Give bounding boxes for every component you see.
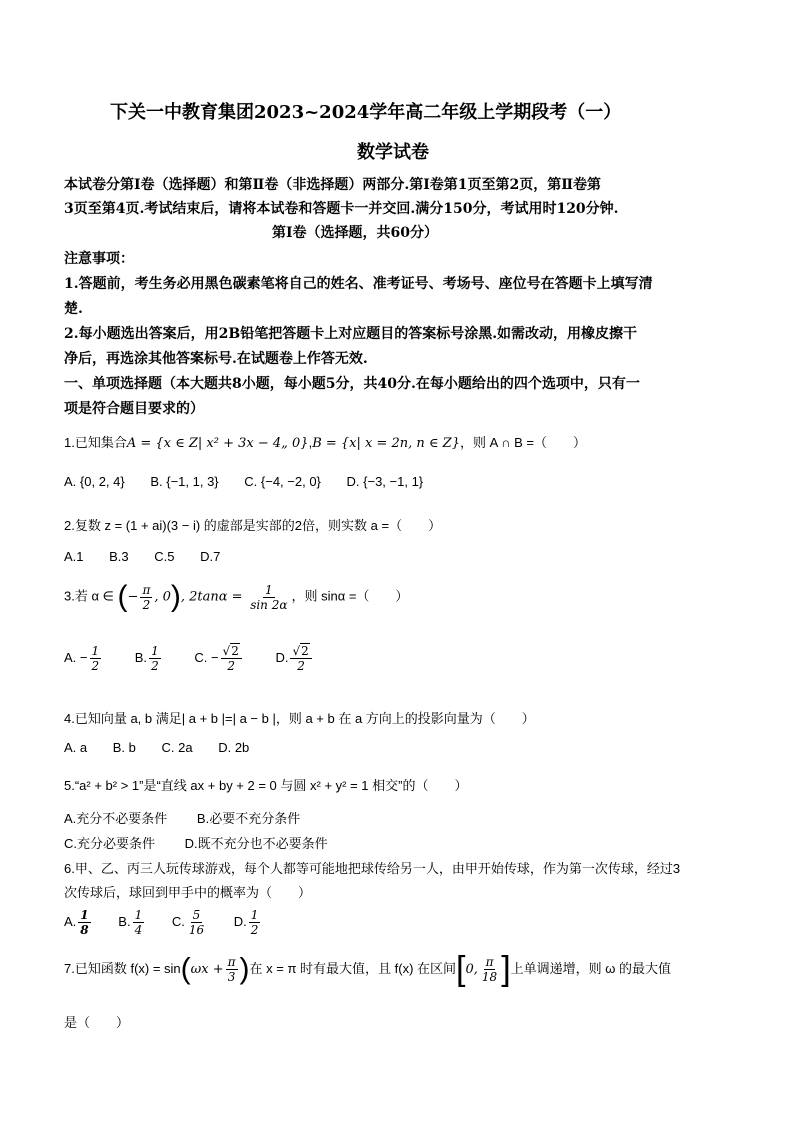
section-heading: 第Ⅰ卷（选择题，共60分）	[272, 225, 439, 241]
q3-option-c: C. − $\frac{√2}{2}$	[194, 650, 244, 665]
q4-option-b: B. b	[112, 740, 136, 755]
q3-left-paren: (	[117, 580, 128, 613]
q3-options	[64, 644, 314, 673]
exam-title: 下关一中教育集团2023~2024学年高二年级上学期段考（一）	[110, 102, 622, 123]
q3-option-b: B. $\frac{1}{2}$	[134, 644, 159, 673]
q7-right-paren: )	[239, 952, 250, 986]
q1-suffix: ，则 A ∩ B =（ ）	[460, 435, 587, 450]
q6-option-b: B. $\frac{1}{4}$	[118, 908, 143, 937]
note-1-line-1: 1.答题前，考生务必用黑色碳素笔将自己的姓名、准考证号、考场号、座位号在答题卡上填写清	[64, 276, 653, 292]
q1-set-b: B = {x| x = 2n, n ∈ Z}	[312, 436, 460, 451]
part1-heading-line-2: 项是符合题目要求的）	[64, 401, 204, 417]
q2-options	[64, 549, 242, 564]
intro-line-2: 3页至第4页.考试结束后，请将本试卷和答题卡一并交回.满分150分，考试用时120分钟.	[64, 201, 619, 217]
q7-pi-over-18: $\frac{\pi}{18}$	[481, 955, 498, 984]
q5-options-row-2	[64, 833, 328, 852]
q3-fraction: $\frac{1}{\sin 2\alpha}$	[250, 582, 288, 612]
q4-options	[64, 740, 271, 755]
q2-option-a: A.1	[64, 549, 84, 564]
q1-comma: ,	[308, 435, 313, 450]
q7-right-bracket: ]	[501, 950, 511, 988]
question-5: 5.“a² + b² > 1”是“直线 ax + by + 2 = 0 与圆 x² + y² = 1 相交”的（ ）	[64, 778, 468, 793]
question-4: 4.已知向量 a, b 满足| a + b |=| a − b |，则 a + b 在 a 方向上的投影向量为（ ）	[64, 711, 535, 726]
q6-option-a: A. $\frac{1}{8}$	[64, 908, 89, 937]
question-7	[64, 950, 671, 989]
question-2: 2.复数 z = (1 + ai)(3 − i) 的虚部是实部的2倍，则实数 a =（ ）	[64, 518, 442, 533]
question-1	[64, 432, 586, 451]
intro-line-1: 本试卷分第Ⅰ卷（选择题）和第Ⅱ卷（非选择题）两部分.第Ⅰ卷第1页至第2页，第Ⅱ卷第	[64, 177, 602, 193]
q3-interval-right: , 0	[154, 589, 171, 605]
exam-subtitle: 数学试卷	[357, 142, 429, 163]
q3-pi-over-2: $\frac{\pi}{2}$	[142, 582, 151, 612]
q6-option-c: C. $\frac{5}{16}$	[171, 908, 205, 937]
q5-option-d: D.既不充分也不必要条件	[184, 836, 328, 851]
q3-minus: −	[127, 589, 139, 605]
q1-option-b: B. {−1, 1, 3}	[150, 474, 219, 489]
note-2-line-1: 2.每小题选出答案后，用2B铅笔把答题卡上对应题目的答案标号涂黑.如需改动，用橡皮擦干	[64, 326, 638, 342]
q1-options	[64, 474, 445, 489]
note-1-line-2: 楚.	[64, 301, 83, 317]
part1-heading-line-1: 一、单项选择题（本大题共8小题，每小题5分，共40分.在每小题给出的四个选项中，只有一	[64, 376, 640, 392]
question-7-line-2: 是（ ）	[64, 1015, 130, 1030]
q5-option-c: C.充分必要条件	[64, 836, 156, 851]
q7-inner: ωx +	[190, 961, 224, 977]
q7-left-bracket: [	[456, 950, 466, 988]
q5-option-a: A.充分不必要条件	[64, 811, 168, 826]
q7-suffix: 上单调递增，则 ω 的最大值	[510, 960, 672, 976]
q6-option-d: D. $\frac{1}{2}$	[233, 908, 259, 937]
q7-mid: 在 x = π 时有最大值，且 f(x) 在区间	[249, 960, 457, 976]
q3-suffix: ，则 sinα =（ ）	[291, 588, 409, 604]
question-3	[64, 580, 408, 614]
q5-options-row-1	[64, 808, 300, 827]
note-2-line-2: 净后，再选涂其他答案标号.在试题卷上作答无效.	[64, 351, 368, 367]
q1-option-d: D. {−3, −1, 1}	[346, 474, 424, 489]
q2-option-c: C.5	[154, 549, 175, 564]
q7-pi-over-3: $\frac{\pi}{3}$	[227, 955, 236, 984]
notes-heading: 注意事项：	[64, 251, 134, 267]
q4-option-d: D. 2b	[218, 740, 250, 755]
q3-right-paren: )	[170, 580, 181, 613]
q2-option-d: D.7	[200, 549, 221, 564]
q3-option-a: A. − $\frac{1}{2}$	[64, 644, 100, 673]
question-6-line-1: 6.甲、乙、丙三人玩传球游戏，每个人都等可能地把球传给另一人，由甲开始传球，作为第一次传球，经过3	[64, 861, 681, 876]
q7-interval-left: 0,	[465, 961, 478, 977]
q2-option-b: B.3	[109, 549, 129, 564]
q3-equation: , 2tanα =	[180, 589, 243, 605]
q1-set-a: A = {x ∈ Z| x² + 3x − 4„ 0}	[126, 436, 309, 451]
q7-left-paren: (	[180, 952, 191, 986]
q4-option-a: A. a	[64, 740, 88, 755]
q5-option-b: B.必要不充分条件	[196, 811, 301, 826]
q1-option-a: A. {0, 2, 4}	[64, 474, 125, 489]
q1-prefix: 1.已知集合	[64, 435, 127, 450]
question-6-line-2: 次传球后，球回到甲手中的概率为（ ）	[64, 885, 312, 900]
q1-option-c: C. {−4, −2, 0}	[244, 474, 321, 489]
q4-option-c: C. 2a	[161, 740, 193, 755]
q6-options	[64, 908, 262, 937]
q3-prefix: 3.若 α ∈	[64, 588, 114, 604]
q7-prefix: 7.已知函数 f(x) = sin	[64, 960, 181, 976]
q3-option-d: D. $\frac{√2}{2}$	[275, 650, 313, 665]
